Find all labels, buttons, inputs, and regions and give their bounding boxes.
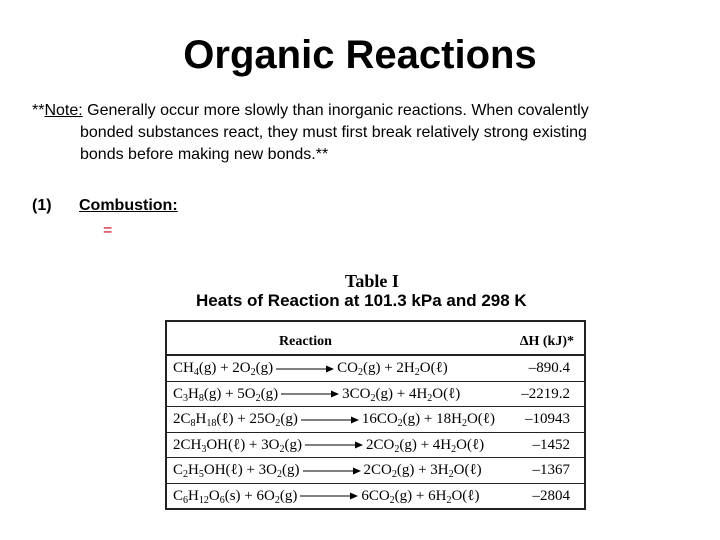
- note-line-1: [32, 100, 692, 122]
- table-title: Table I: [345, 271, 399, 291]
- delta-h-value: –2804: [532, 487, 570, 504]
- reaction-arrow-icon: [301, 415, 359, 425]
- reactants: $CH_4(g) + 2O_2(g)$: [173, 360, 274, 378]
- column-header-delta-h: ΔH (kJ)*: [519, 334, 574, 349]
- table-row: [167, 382, 584, 408]
- reaction-equation: [173, 411, 495, 428]
- delta-h-value: –10943: [525, 411, 570, 427]
- reactants: $2C_8H_{18}(\ell) + 25O_2(g)$: [173, 411, 298, 429]
- reaction-arrow-icon: [300, 491, 358, 501]
- page-title: Organic Reactions: [183, 33, 537, 77]
- table-body: [167, 356, 584, 509]
- table-subtitle: Heats of Reaction at 101.3 kPa and 298 K: [196, 291, 527, 310]
- delta-h-value: –1367: [532, 462, 570, 478]
- reaction-arrow-icon: [281, 389, 339, 399]
- reaction-equation: [173, 488, 479, 505]
- note-line-2: bonded substances react, they must first break relatively strong existing: [80, 124, 587, 141]
- delta-h-value: –1452: [532, 436, 570, 453]
- reaction-arrow-icon: [305, 440, 363, 450]
- note-line-3: bonds before making new bonds.**: [80, 146, 329, 163]
- reaction-arrow-icon: [276, 364, 334, 374]
- item-label-combustion: Combustion:: [79, 197, 178, 214]
- table-row: [167, 433, 584, 459]
- reaction-equation: [173, 360, 448, 377]
- note-prefix: **: [32, 102, 45, 119]
- heats-of-reaction-table: [165, 320, 586, 510]
- equals-sign: =: [103, 222, 113, 239]
- reaction-equation: [173, 386, 460, 403]
- products: $3CO_2(g)$ + $4H_2O(\ell)$: [342, 385, 461, 404]
- reactants: $C_6H_{12}O_6(s) + 6O_2(g)$: [173, 487, 298, 506]
- delta-h-value: –890.4: [528, 360, 570, 376]
- delta-h-value: –2219.2: [521, 385, 570, 402]
- table-row: [167, 484, 584, 510]
- note-text-1: Generally occur more slowly than inorganic reactions. When covalently: [82, 102, 589, 119]
- products: $6CO_2(g)$ + $6H_2O(\ell)$: [361, 487, 480, 506]
- reactants: $C_2H_5OH(\ell) + 3O_2(g)$: [173, 462, 300, 480]
- column-header-reaction: Reaction: [279, 334, 332, 349]
- table-row: [167, 356, 584, 382]
- products: $16CO_2(g)$ + $18H_2O(\ell)$: [361, 411, 495, 429]
- table-row: [167, 407, 584, 433]
- table-header: [167, 322, 584, 354]
- products: $2CO_2(g)$ + $4H_2O(\ell)$: [365, 436, 485, 455]
- item-number: (1): [32, 197, 52, 214]
- note-label: Note:: [44, 102, 83, 119]
- products: $2CO_2(g)$ + $3H_2O(\ell)$: [363, 462, 482, 480]
- reaction-arrow-icon: [303, 466, 361, 476]
- note-paragraph: [32, 100, 692, 166]
- products: $CO_2(g)$ + $2H_2O(\ell)$: [337, 360, 448, 378]
- table-row: [167, 458, 584, 484]
- reactants: $C_3H_8(g) + 5O_2(g)$: [173, 385, 279, 404]
- reaction-equation: [173, 462, 482, 479]
- reaction-equation: [173, 437, 484, 454]
- reactants: $2CH_3OH(\ell) + 3O_2(g)$: [173, 436, 302, 455]
